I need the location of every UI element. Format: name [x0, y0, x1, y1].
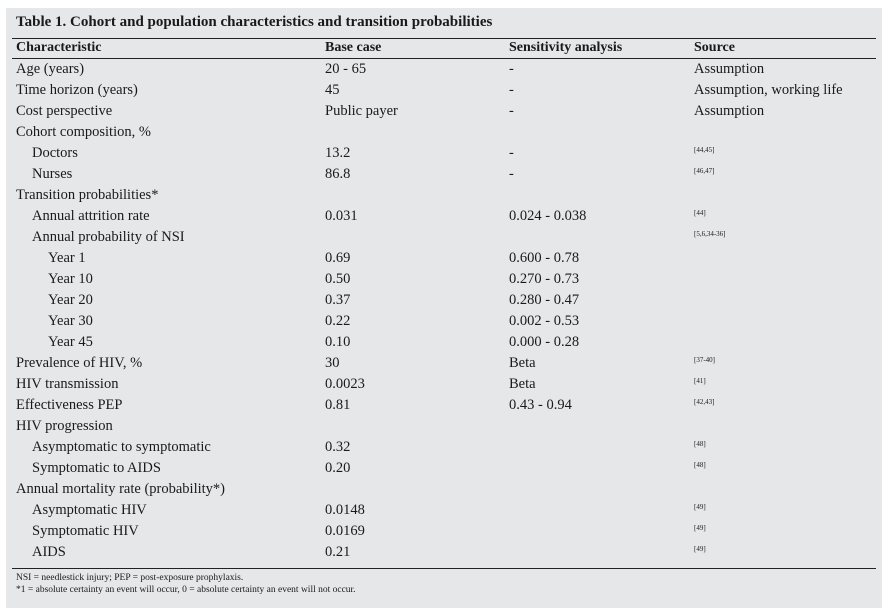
- row-label: Effectiveness PEP: [16, 397, 123, 413]
- table-row: [6, 395, 882, 416]
- row-source: [5,6,34-36]: [694, 230, 726, 238]
- row-label: Year 20: [48, 292, 93, 308]
- row-label: Symptomatic to AIDS: [32, 460, 161, 476]
- footnote-probability: *1 = absolute certainty an event will occur, 0 = absolute certainty an event will not occur.: [16, 585, 356, 595]
- table-row: [6, 248, 882, 269]
- row-label: Age (years): [16, 61, 85, 77]
- row-label: Year 1: [48, 250, 86, 266]
- row-base-case: 20 - 65: [325, 61, 367, 77]
- row-sensitivity: Beta: [509, 355, 536, 371]
- row-base-case: 0.20: [325, 460, 351, 476]
- row-base-case: 0.81: [325, 397, 351, 413]
- row-base-case: 0.0169: [325, 523, 365, 539]
- row-label: Symptomatic HIV: [32, 523, 139, 539]
- row-source: [48]: [694, 461, 706, 469]
- row-label: Prevalence of HIV, %: [16, 355, 143, 371]
- row-base-case: 45: [325, 82, 340, 98]
- table-row: [6, 311, 882, 332]
- table-row: [6, 521, 882, 542]
- table-row: [6, 164, 882, 185]
- table-row: [6, 101, 882, 122]
- row-source: [41]: [694, 377, 706, 385]
- footnote-abbreviations: NSI = needlestick injury; PEP = post-exposure prophylaxis.: [16, 573, 244, 583]
- table-row: [6, 353, 882, 374]
- table-row: [6, 227, 882, 248]
- row-base-case: 0.10: [325, 334, 351, 350]
- table-row: [6, 143, 882, 164]
- row-sensitivity: 0.000 - 0.28: [509, 334, 580, 350]
- row-source: [49]: [694, 545, 706, 553]
- header-source: Source: [694, 40, 735, 55]
- row-source: Assumption: [694, 61, 765, 77]
- row-label: Doctors: [32, 145, 78, 161]
- row-label: HIV transmission: [16, 376, 119, 392]
- row-sensitivity: 0.270 - 0.73: [509, 271, 580, 287]
- row-sensitivity: -: [509, 145, 514, 161]
- row-sensitivity: -: [509, 82, 514, 98]
- row-label: Asymptomatic to symptomatic: [32, 439, 211, 455]
- row-base-case: 0.22: [325, 313, 351, 329]
- row-source: Assumption: [694, 103, 765, 119]
- row-label: Time horizon (years): [16, 82, 138, 98]
- row-label: AIDS: [32, 544, 66, 560]
- table-row: [6, 122, 882, 143]
- table-row: [6, 458, 882, 479]
- table-row: [6, 59, 882, 80]
- row-base-case: 86.8: [325, 166, 351, 182]
- header-base-case: Base case: [325, 40, 382, 55]
- row-label: Nurses: [32, 166, 73, 182]
- row-base-case: 0.69: [325, 250, 351, 266]
- table-row: [6, 80, 882, 101]
- top-rule: [12, 38, 876, 39]
- table-row: [6, 374, 882, 395]
- row-base-case: 0.0023: [325, 376, 365, 392]
- row-label: Transition probabilities*: [16, 187, 159, 203]
- table-title: Table 1. Cohort and population characteristics and transition probabilities: [16, 14, 493, 30]
- row-source: [44,45]: [694, 146, 715, 154]
- row-base-case: 0.0148: [325, 502, 365, 518]
- row-label: Cohort composition, %: [16, 124, 151, 140]
- table-row: [6, 332, 882, 353]
- row-sensitivity: 0.280 - 0.47: [509, 292, 580, 308]
- table-row: [6, 416, 882, 437]
- bottom-rule: [12, 568, 876, 569]
- table-footnotes: [16, 572, 356, 596]
- table-row: [6, 290, 882, 311]
- row-sensitivity: 0.43 - 0.94: [509, 397, 572, 413]
- table-row: [6, 437, 882, 458]
- row-source: [49]: [694, 503, 706, 511]
- row-base-case: 0.031: [325, 208, 358, 224]
- row-base-case: 0.32: [325, 439, 351, 455]
- table-row: [6, 500, 882, 521]
- row-label: Cost perspective: [16, 103, 113, 119]
- row-base-case: Public payer: [325, 103, 398, 119]
- table-row: [6, 206, 882, 227]
- row-sensitivity: -: [509, 103, 514, 119]
- row-label: Annual probability of NSI: [32, 229, 185, 245]
- row-label: Year 45: [48, 334, 93, 350]
- row-base-case: 0.21: [325, 544, 351, 560]
- row-label: Year 30: [48, 313, 93, 329]
- row-label: Year 10: [48, 271, 93, 287]
- table-row: [6, 542, 882, 563]
- table-panel: [6, 8, 882, 608]
- row-label: Asymptomatic HIV: [32, 502, 147, 518]
- row-sensitivity: 0.024 - 0.038: [509, 208, 587, 224]
- row-source: [46,47]: [694, 167, 715, 175]
- row-source: Assumption, working life: [694, 82, 843, 98]
- row-sensitivity: 0.002 - 0.53: [509, 313, 580, 329]
- row-base-case: 30: [325, 355, 340, 371]
- table-row: [6, 185, 882, 206]
- header-sensitivity-analysis: Sensitivity analysis: [509, 40, 623, 55]
- table-row: [6, 269, 882, 290]
- table-row: [6, 479, 882, 500]
- row-sensitivity: 0.600 - 0.78: [509, 250, 580, 266]
- row-source: [37-40]: [694, 356, 715, 364]
- row-source: [49]: [694, 524, 706, 532]
- row-source: [42,43]: [694, 398, 715, 406]
- row-source: [48]: [694, 440, 706, 448]
- row-source: [44]: [694, 209, 706, 217]
- row-sensitivity: -: [509, 166, 514, 182]
- row-label: HIV progression: [16, 418, 113, 434]
- row-sensitivity: Beta: [509, 376, 536, 392]
- row-base-case: 0.37: [325, 292, 351, 308]
- row-base-case: 0.50: [325, 271, 351, 287]
- row-label: Annual attrition rate: [32, 208, 150, 224]
- row-base-case: 13.2: [325, 145, 351, 161]
- header-characteristic: Characteristic: [16, 40, 102, 55]
- row-sensitivity: -: [509, 61, 514, 77]
- row-label: Annual mortality rate (probability*): [16, 481, 225, 497]
